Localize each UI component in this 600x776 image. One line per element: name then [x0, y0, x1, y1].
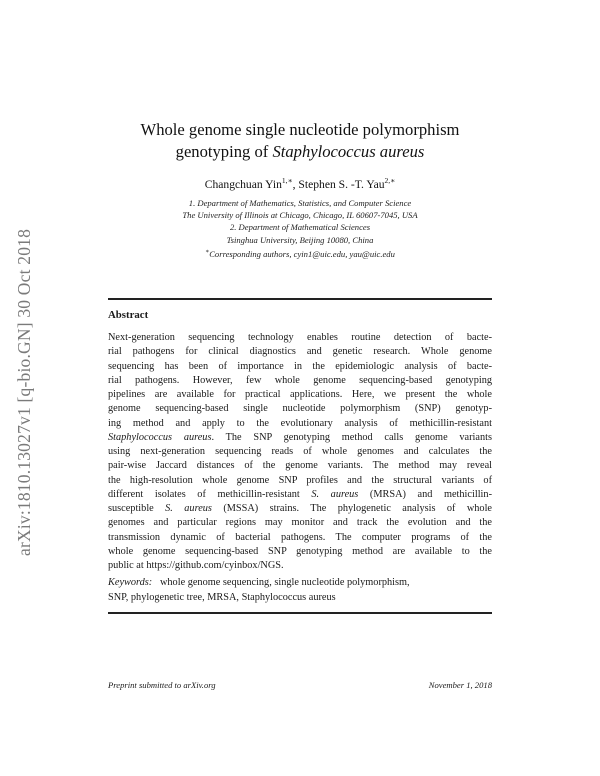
abstract-bottom-rule: [108, 612, 492, 614]
abstract-top-rule: [108, 298, 492, 300]
abstract-line: sequencing has been of importance in the epidemiologic analysis of bacte-: [108, 360, 492, 372]
author-list: [0, 176, 600, 191]
affiliation-line-1: 1. Department of Mathematics, Statistics, and Computer Science: [188, 198, 412, 208]
footer-preprint-note: Preprint submitted to arXiv.org: [108, 680, 216, 690]
keywords-text-1: whole genome sequencing, single nucleotide polymorphism,: [159, 577, 410, 588]
title-line-2-prefix: genotyping of: [175, 142, 273, 161]
abstract-line: ing method and apply to the evolutionary analysis of methicillin-resistant: [108, 417, 492, 429]
corresponding-authors: [0, 246, 600, 260]
corresponding-authors-text: Corresponding authors, cyin1@uic.edu, yau@uic.edu: [209, 248, 395, 259]
abstract-line: using next-generation sequencing reads of whole genomes and calculates the: [108, 446, 492, 458]
species-name-italic: S. aureus: [311, 488, 359, 500]
author-separator: ,: [292, 178, 299, 191]
title-line-1: Whole genome single nucleotide polymorphism: [140, 120, 460, 139]
species-name-italic: S. aureus: [165, 503, 212, 515]
author-2-name: Stephen S. -T. Yau: [298, 178, 385, 191]
keywords-line-2: SNP, phylogenetic tree, MRSA, Staphylococcus aureus: [108, 592, 336, 603]
species-name-italic: Staphylococcus aureus: [108, 431, 212, 443]
abstract-line: susceptible S. aureus (MSSA) strains. The phylogenetic analysis of whole: [108, 503, 492, 515]
keywords-label: Keywords:: [108, 577, 153, 588]
abstract-line: different isolates of methicillin-resistant S. aureus (MRSA) and methicillin-: [108, 488, 492, 500]
corresponding-mark: ∗: [205, 248, 210, 255]
abstract-line: rial pathogens for clinical diagnostics and genetic research. Whole genome: [108, 346, 492, 358]
abstract-line: pair-wise Jaccard distances of the genome variants. The method may reveal: [108, 460, 492, 472]
affiliation-line-3: 2. Department of Mathematical Sciences: [229, 222, 371, 233]
abstract-line: Staphylococcus aureus. The SNP genotyping method calls genome variants: [108, 431, 492, 443]
paper-title: [0, 119, 600, 163]
keywords-line-1: [108, 575, 492, 590]
abstract-line: transmission dynamic of bacterial pathogens. The computer programs of the: [108, 531, 492, 543]
abstract-line: pipelines are available for practical applications. Here, we present the whole: [108, 389, 492, 401]
abstract-line: public at https://github.com/cyinbox/NGS.: [108, 560, 284, 572]
title-line-2: [0, 141, 600, 163]
author-1-affiliation-mark: 1,∗: [281, 176, 293, 185]
affiliation-line-4: Tsinghua University, Beijing 10080, China: [226, 234, 374, 245]
keywords-block: [108, 575, 492, 605]
author-1-name: Changchuan Yin: [204, 178, 282, 191]
abstract-line: whole genome sequencing-based SNP genotyping method are available to the: [108, 545, 492, 557]
abstract-line: the high-resolution whole genome SNP profiles and the structural variants of: [108, 474, 492, 486]
abstract-heading: Abstract: [108, 309, 149, 321]
affiliation-line-2: The University of Illinois at Chicago, Chicago, IL 60607-7045, USA: [182, 210, 418, 221]
abstract-line: rial pathogens. However, few whole genome sequencing-based genotyping: [108, 374, 492, 386]
abstract-body: [108, 331, 492, 574]
title-species-name: Staphylococcus aureus: [272, 142, 425, 161]
author-2-affiliation-mark: 2,∗: [384, 176, 396, 185]
footer-date: November 1, 2018: [428, 680, 492, 690]
affiliations: [0, 197, 600, 260]
arxiv-identifier-stamp: arXiv:1810.13027v1 [q-bio.GN] 30 Oct 2018: [14, 228, 34, 556]
abstract-line: genomes and particular regions may monitor and track the evolution and the: [108, 517, 492, 529]
abstract-line: genome sequencing-based single nucleotide polymorphism (SNP) genotyp-: [108, 403, 492, 415]
abstract-line: Next-generation sequencing technology enables routine detection of bacte-: [108, 332, 492, 343]
